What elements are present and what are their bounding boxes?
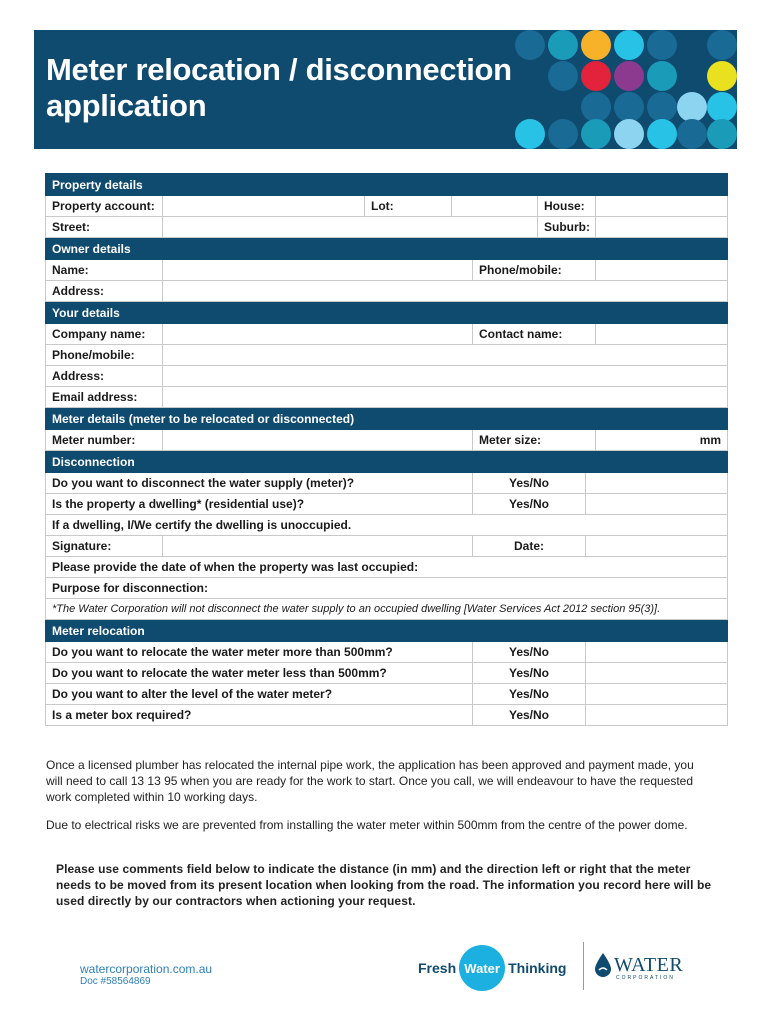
email-address-label: Email address: xyxy=(46,387,163,408)
house-field[interactable] xyxy=(596,196,728,217)
water-drop-icon xyxy=(594,952,612,978)
owner-name-field[interactable] xyxy=(163,260,473,281)
your-phone-label: Phone/mobile: xyxy=(46,345,163,366)
suburb-field[interactable] xyxy=(596,217,728,238)
q-dwelling-answer[interactable]: Yes/No xyxy=(473,494,586,515)
house-label: House: xyxy=(538,196,596,217)
property-account-field[interactable] xyxy=(163,196,365,217)
dwelling-note: *The Water Corporation will not disconnect the water supply to an occupied dwelling [Water Services Act 2012 section 95(3)]. xyxy=(46,599,728,620)
q-level-label: Do you want to alter the level of the water meter? xyxy=(46,684,473,705)
property-account-label: Property account: xyxy=(46,196,163,217)
company-name-field[interactable] xyxy=(163,324,473,345)
certify-statement: If a dwelling, I/We certify the dwelling is unoccupied. xyxy=(46,515,728,536)
your-address-label: Address: xyxy=(46,366,163,387)
lot-label: Lot: xyxy=(365,196,452,217)
q-dwelling-field[interactable] xyxy=(586,494,728,515)
q-box-answer[interactable]: Yes/No xyxy=(473,705,586,726)
owner-phone-label: Phone/mobile: xyxy=(473,260,596,281)
q-less-answer[interactable]: Yes/No xyxy=(473,663,586,684)
street-label: Street: xyxy=(46,217,163,238)
q-dwelling-label: Is the property a dwelling* (residential use)? xyxy=(46,494,473,515)
section-property-details: Property details xyxy=(46,174,728,196)
section-owner-details: Owner details xyxy=(46,238,728,260)
meter-number-label: Meter number: xyxy=(46,430,163,451)
q-more-answer[interactable]: Yes/No xyxy=(473,642,586,663)
footer-divider xyxy=(583,942,584,990)
q-less-field[interactable] xyxy=(586,663,728,684)
thinking-word: Thinking xyxy=(508,960,567,976)
contact-name-label: Contact name: xyxy=(473,324,596,345)
email-address-field[interactable] xyxy=(163,387,728,408)
section-your-details: Your details xyxy=(46,302,728,324)
q-disconnect-answer[interactable]: Yes/No xyxy=(473,473,586,494)
q-disconnect-label: Do you want to disconnect the water supply (meter)? xyxy=(46,473,473,494)
q-level-answer[interactable]: Yes/No xyxy=(473,684,586,705)
meter-number-field[interactable] xyxy=(163,430,473,451)
fresh-water-thinking-logo xyxy=(418,946,566,990)
company-name-label: Company name: xyxy=(46,324,163,345)
application-form xyxy=(45,173,728,726)
q-level-field[interactable] xyxy=(586,684,728,705)
date-field[interactable] xyxy=(586,536,728,557)
your-address-field[interactable] xyxy=(163,366,728,387)
water-corporation-logo xyxy=(594,952,684,981)
signature-field[interactable] xyxy=(163,536,473,557)
suburb-label: Suburb: xyxy=(538,217,596,238)
meter-size-field[interactable]: mm xyxy=(596,430,728,451)
page-header xyxy=(34,30,737,149)
date-label: Date: xyxy=(473,536,586,557)
owner-name-label: Name: xyxy=(46,260,163,281)
paragraph-comments: Please use comments field below to indicate the distance (in mm) and the direction left or right that the meter needs to be moved from its present location when looking from the road. The information you record here will be used directly by our contractors when actioning your request. xyxy=(56,862,712,908)
last-occupied-field[interactable]: Please provide the date of when the property was last occupied: xyxy=(46,557,728,578)
q-box-label: Is a meter box required? xyxy=(46,705,473,726)
title-line-1: Meter relocation / disconnection xyxy=(46,52,512,87)
contact-name-field[interactable] xyxy=(596,324,728,345)
title-line-2: application xyxy=(46,88,207,123)
q-more-field[interactable] xyxy=(586,642,728,663)
q-less-label: Do you want to relocate the water meter less than 500mm? xyxy=(46,663,473,684)
owner-address-label: Address: xyxy=(46,281,163,302)
lot-field[interactable] xyxy=(452,196,538,217)
paragraph-electrical: Due to electrical risks we are prevented from installing the water meter within 500mm from the centre of the power dome. xyxy=(46,818,688,832)
q-more-label: Do you want to relocate the water meter more than 500mm? xyxy=(46,642,473,663)
section-disconnection: Disconnection xyxy=(46,451,728,473)
owner-phone-field[interactable] xyxy=(596,260,728,281)
water-bubble: Water xyxy=(459,945,505,991)
fresh-word: Fresh xyxy=(418,960,457,976)
water-logo-word: WATER xyxy=(614,953,684,976)
page-title xyxy=(46,52,512,124)
signature-label: Signature: xyxy=(46,536,163,557)
corporation-logo-word: CORPORATION xyxy=(616,975,675,981)
purpose-field[interactable]: Purpose for disconnection: xyxy=(46,578,728,599)
your-phone-field[interactable] xyxy=(163,345,728,366)
owner-address-field[interactable] xyxy=(163,281,728,302)
q-box-field[interactable] xyxy=(586,705,728,726)
footer-doc-number: Doc #58564869 xyxy=(80,976,151,987)
meter-size-label: Meter size: xyxy=(473,430,596,451)
section-meter-relocation: Meter relocation xyxy=(46,620,728,642)
street-field[interactable] xyxy=(163,217,538,238)
q-disconnect-field[interactable] xyxy=(586,473,728,494)
footer-website[interactable]: watercorporation.com.au xyxy=(80,962,213,976)
paragraph-plumber: Once a licensed plumber has relocated the internal pipe work, the application has been approved and payment made, you will need to call 13 13 95 when you are ready for the work to start. Once you call, we will endeavour to have the requested work completed within 10 working days. xyxy=(46,758,694,804)
section-meter-details: Meter details (meter to be relocated or disconnected) xyxy=(46,408,728,430)
